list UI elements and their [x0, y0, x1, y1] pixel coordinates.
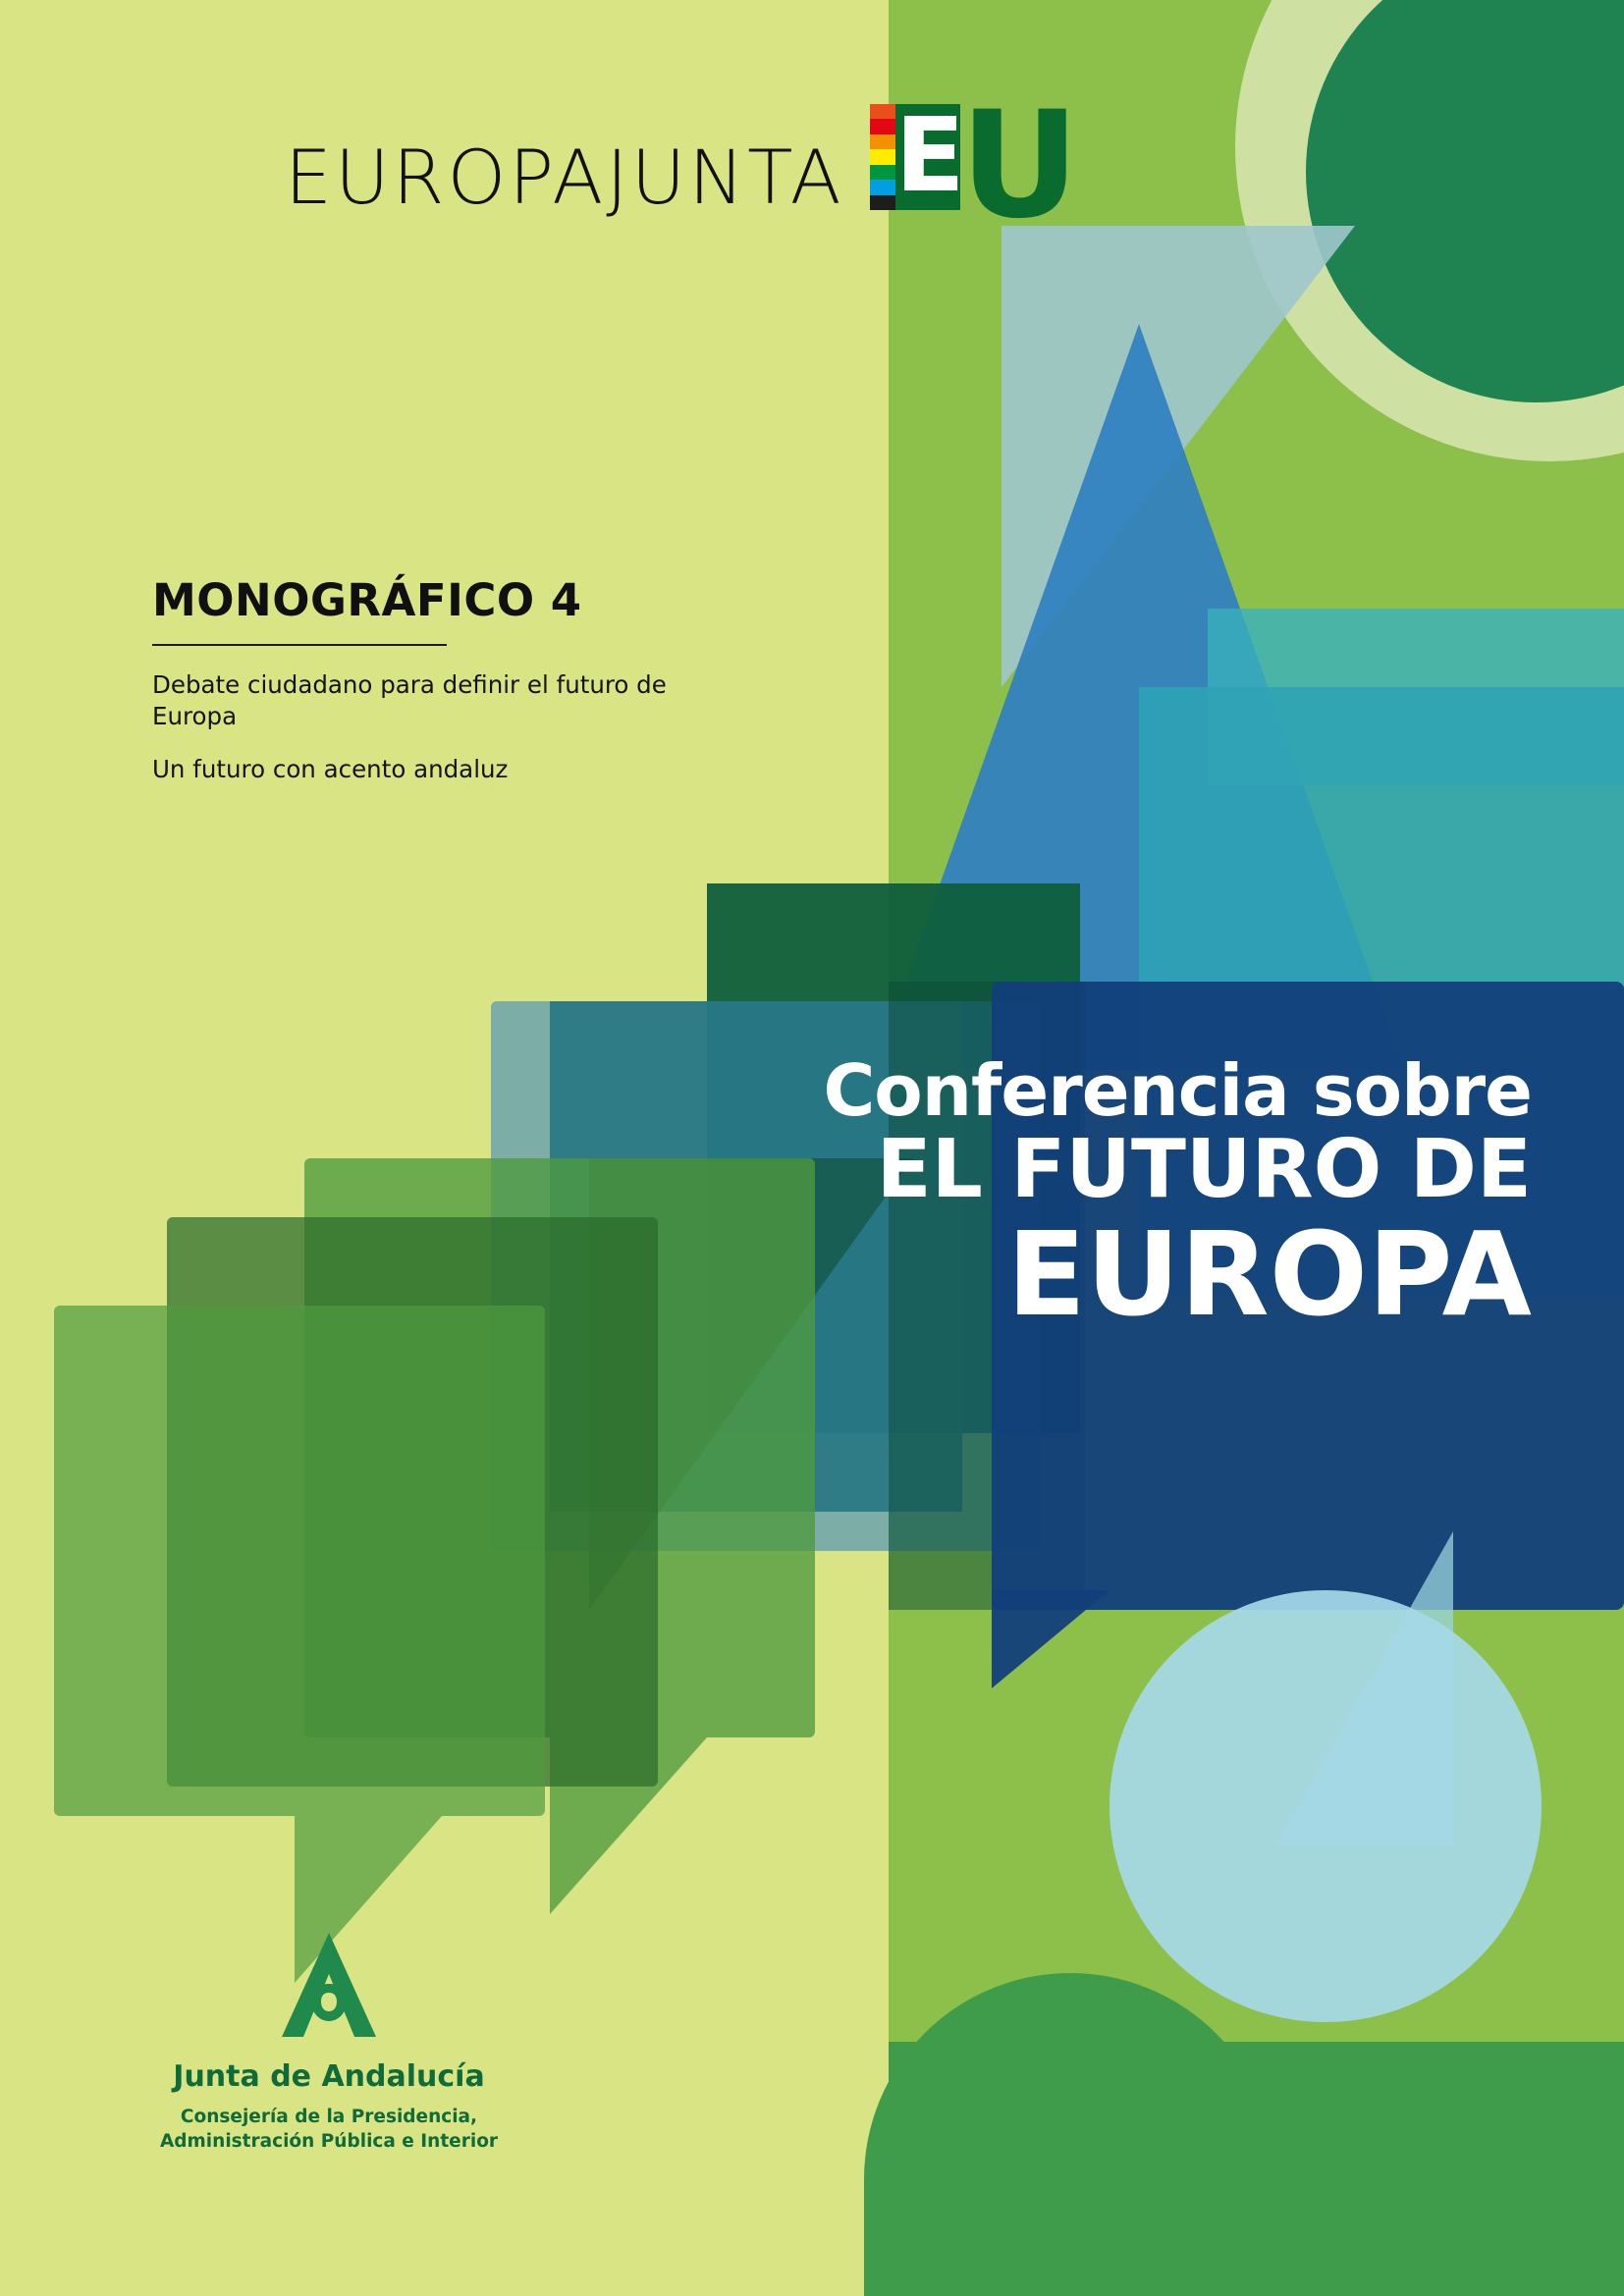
eu-logo-icon — [870, 80, 1080, 255]
eu-letter-u: U — [959, 80, 1080, 251]
headline-line-3: EUROPA — [1006, 1206, 1532, 1342]
decorative-chat-green-c — [54, 1306, 545, 1816]
eu-stripes-icon — [870, 104, 895, 210]
brand-logo — [285, 80, 1080, 255]
institution-logo — [118, 1929, 540, 2155]
issue-subtitle-secondary: Un futuro con acento andaluz — [152, 754, 509, 783]
issue-subtitle: Debate ciudadano para definir el futuro de Europa — [152, 670, 667, 730]
headline-line-2: EL FUTURO DE — [876, 1123, 1532, 1216]
decorative-circle-light-blue — [1110, 1590, 1542, 2022]
title-divider — [152, 644, 447, 646]
junta-de-andalucia-icon — [260, 1929, 398, 2045]
headline-panel-navy-tail — [992, 1590, 1110, 1688]
institution-department-line-1: Consejería de la Presidencia, — [180, 2107, 478, 2127]
headline-line-1: Conferencia sobre — [823, 1049, 1532, 1132]
decorative-bottom-band-green — [889, 2042, 1624, 2296]
institution-name: Junta de Andalucía — [173, 2059, 485, 2094]
issue-info — [152, 574, 781, 785]
eu-letter-e: E — [894, 95, 965, 215]
issue-title: MONOGRÁFICO 4 — [152, 574, 582, 626]
main-headline — [756, 1049, 1532, 1342]
brand-wordmark: EUROPAJUNTA — [285, 133, 844, 221]
institution-department-line-2: Administración Pública e Interior — [159, 2130, 499, 2152]
